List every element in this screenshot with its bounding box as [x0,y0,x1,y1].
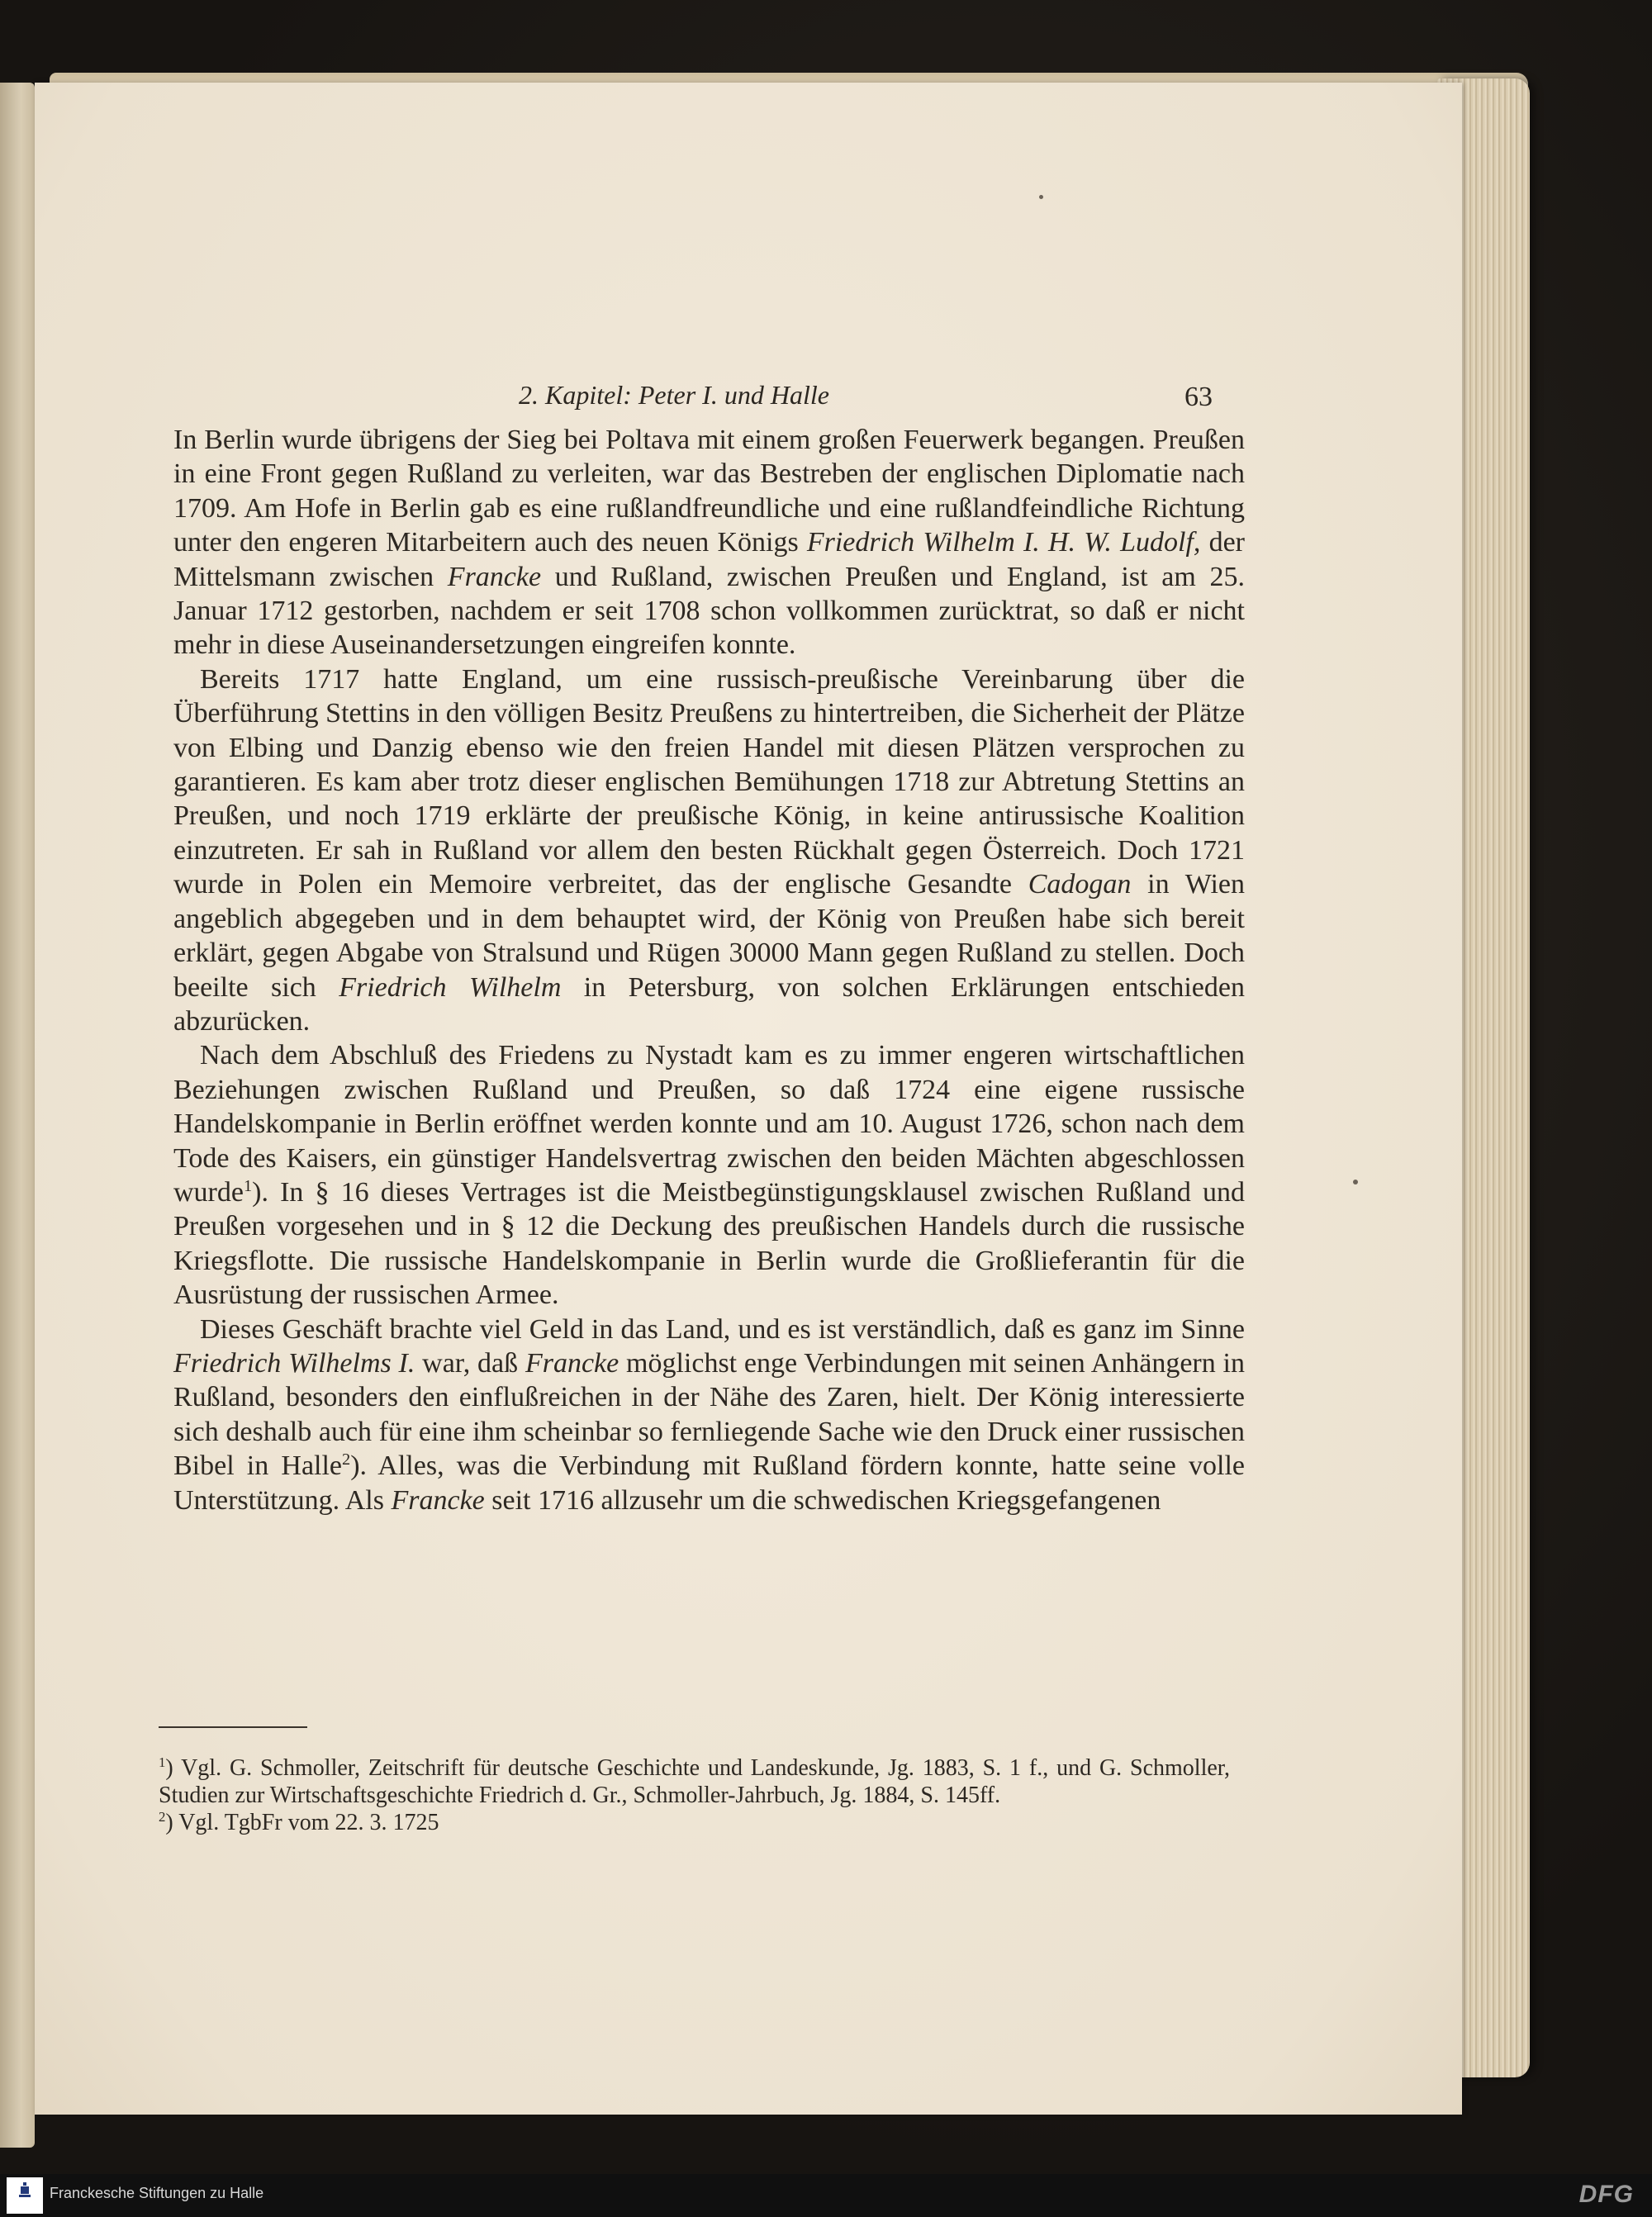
text-run: ). Alles, was die Verbindung mit Rußland fördern konnte, hatte seine volle Unterstützung. Als [173,1450,1245,1516]
text-run: möglichst enge Verbindungen mit seinen Anhängern in Rußland, besonders den einflußreichen in der Nähe des Zaren, hielt. Der König interessierte sich deshalb auch für eine ihm scheinbar so fernliegende Sache wie den Druck einer russischen Bibel in Halle [173,1347,1245,1482]
italic-name: Friedrich Wilhelm I. [806,527,1040,558]
footnote [159,1754,1230,1809]
text-run [1040,527,1048,558]
book-page [35,83,1462,2115]
main-text [173,423,1245,1517]
paragraph [173,1038,1245,1312]
text-run: Dieses Geschäft brachte viel Geld in das Land, und es ist verständlich, daß es ganz im Sinne [200,1313,1245,1345]
footnotes [159,1754,1230,1836]
text-run: ). In § 16 dieses Vertrages ist die Meistbegünstigungsklausel zwischen Rußland und Preußen vorgesehen und in § 12 die Deckung des preußischen Handels durch die russische Kriegsflotte. Die russische Handelskompanie in Berlin wurde die Großlieferantin für die Ausrüstung der russischen Armee. [173,1176,1245,1311]
text-run: in Petersburg, von solchen Erklärungen entschieden abzurücken. [173,971,1245,1037]
text-run: und Rußland, zwischen Preußen und England, ist am 25. Januar 1712 gestorben, nachdem er seit 1708 schon vollkommen zurücktrat, so daß er nicht mehr in diese Auseinandersetzungen eingreifen konnte. [173,561,1245,661]
facing-page-edge [0,83,35,2148]
italic-name: Francke [525,1347,620,1379]
italic-name: Friedrich Wilhelms I. [173,1347,415,1379]
institution-logo-icon [18,2182,31,2199]
institution-name: Franckesche Stiftungen zu Halle [50,2185,264,2201]
paper-speck [1039,195,1043,199]
text-run: seit 1716 allzusehr um die schwedischen Kriegsgefangenen [484,1484,1161,1516]
page-number: 63 [1184,382,1213,412]
text-run: in Wien angeblich abgegeben und in dem behauptet wird, der König von Preußen habe sich bereit erklärt, gegen Abgabe von Stralsund und Rügen 30000 Mann gegen Rußland zu stellen. Doch beeilte sich [173,869,1245,1003]
dfg-logo: DFG [1578,2181,1634,2208]
running-title: 2. Kapitel: Peter I. und Halle [519,380,829,410]
text-run: In Berlin wurde übrigens der Sieg bei Poltava mit einem großen Feuerwerk begangen. Preußen in eine Front gegen Rußland zu verleiten, war das Bestreben der englischen Diplomatie nach 1709. Am Hofe in Berlin gab es eine rußlandfreundliche und eine rußlandfeindliche Richtung unter den engeren Mitarbeitern auch des neuen Königs [173,425,1245,558]
paragraph [173,1313,1245,1517]
institution-logo [7,2177,43,2214]
italic-name: Francke [447,561,542,592]
footnote [159,1809,1230,1836]
text-run: Bereits 1717 hatte England, um eine russisch-preußische Vereinbarung über die Überführung Stettins in den völligen Besitz Preußens zu hintertreiben, die Sicherheit der Plätze von Elbing und Danzig ebenso wie den freien Handel mit diesen Plätzen versprochen zu garantieren. Es kam aber trotz dieser englischen Bemühungen 1718 zur Abtretung Stettins an Preußen, und noch 1719 erklärte der preußische König, in keine antirussische Koalition einzutreten. Er sah in Rußland vor allem den besten Rückhalt gegen Österreich. Doch 1721 wurde in Polen ein Memoire verbreitet, das der englische Gesandte [173,663,1245,900]
italic-name: Francke [391,1484,485,1516]
footnote-text: ) Vgl. TgbFr vom 22. 3. 1725 [165,1810,439,1835]
italic-name: Cadogan [1028,869,1132,900]
footnote-marker: 1 [243,1176,253,1195]
viewer-footer-bar [0,2174,1652,2217]
paragraph [173,423,1245,662]
italic-name: Friedrich Wilhelm [339,971,562,1003]
italic-name: H. W. Ludolf, [1047,527,1201,558]
text-run: war, daß [415,1347,525,1379]
footnote-number: 2 [159,1808,166,1825]
paragraph [173,662,1245,1038]
text-run: Nach dem Abschluß des Friedens zu Nystadt kam es zu immer engeren wirtschaftlichen Beziehungen zwischen Rußland und Preußen, so daß 1724 eine eigene russische Handelskompanie in Berlin eröffnet werden konnte und am 10. August 1726, schon nach dem Tode des Kaisers, ein günstiger Handelsvertrag zwischen den beiden Mächten abgeschlossen wurde [173,1040,1245,1208]
footnote-number: 1 [159,1754,166,1770]
footnote-rule [159,1726,307,1728]
paper-speck [1353,1180,1358,1184]
text-run: der Mittelsmann zwischen [173,527,1245,592]
footnote-text: ) Vgl. G. Schmoller, Zeitschrift für deutsche Geschichte und Landeskunde, Jg. 1883, S. 1 f., und G. Schmoller, Studien zur Wirtschaftsgeschichte Friedrich d. Gr., Schmoller-Jahrbuch, Jg. 1884, S. 145ff. [159,1755,1230,1808]
footnote-marker: 2 [342,1450,351,1469]
